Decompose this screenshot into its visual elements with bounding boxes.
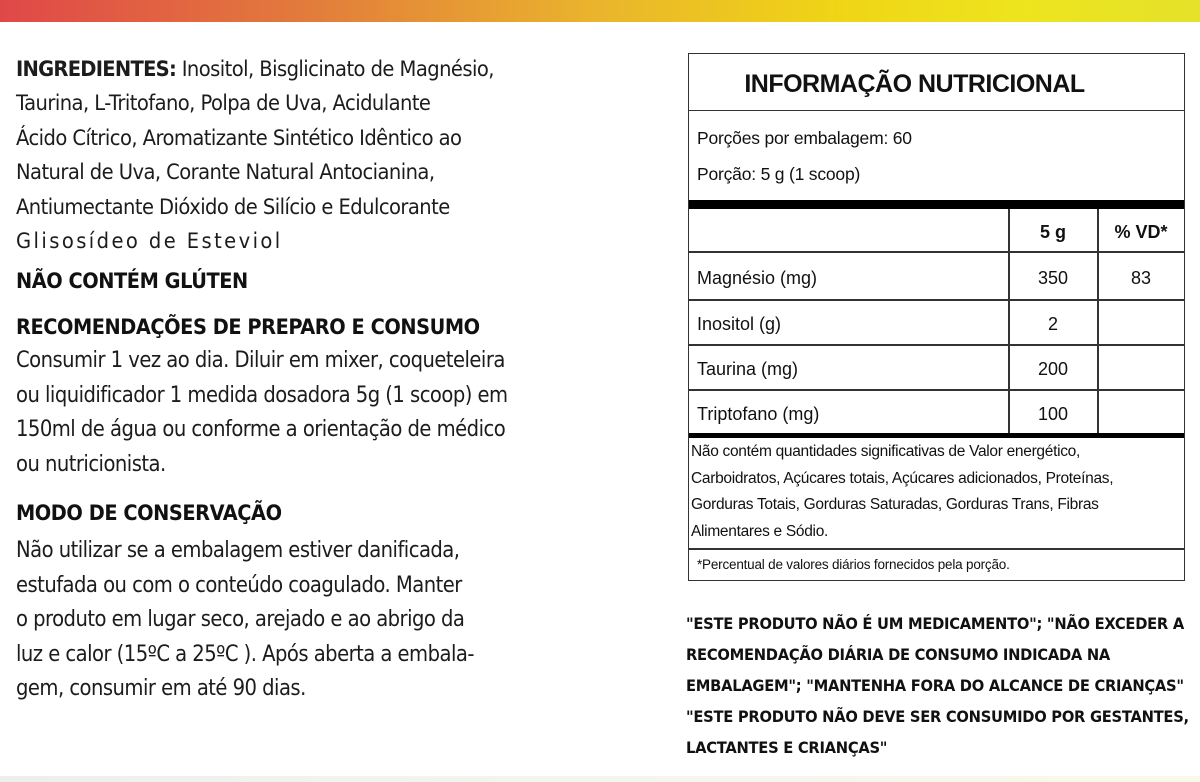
warning-line: "ESTE PRODUTO NÃO É UM MEDICAMENTO"; "NÃO EXCEDER A [686, 614, 1184, 633]
ingredients-block [16, 52, 607, 258]
nutrient-name: Inositol (g) [697, 314, 782, 334]
ingredients-line [16, 52, 607, 86]
warning-line: RECOMENDAÇÃO DIÁRIA DE CONSUMO INDICADA NA [686, 645, 1111, 664]
nutrient-amount: 200 [1037, 359, 1069, 379]
gluten-free-heading: NÃO CONTÉM GLÚTEN [16, 269, 248, 294]
nutrient-amount: 100 [1037, 404, 1069, 424]
preparation-line: 150ml de água ou conforme a orientação de médico [16, 417, 506, 442]
nutrient-name: Taurina (mg) [697, 359, 799, 379]
note-line: Alimentares e Sódio. [691, 522, 829, 540]
nutrient-name: Magnésio (mg) [697, 268, 818, 288]
ingredients-line: Antiumectante Dióxido de Silício e Edulcorante [16, 194, 450, 219]
nutrient-amount: 2 [1047, 314, 1058, 334]
storage-line: o produto em lugar seco, arejado e ao abrigo da [16, 607, 465, 632]
serving-info [697, 120, 912, 192]
ingredients-line: Natural de Uva, Corante Natural Antocianina, [16, 160, 435, 185]
serving-size: Porção: 5 g (1 scoop) [697, 164, 861, 184]
ingredients-label: INGREDIENTES: [16, 57, 177, 81]
warning-block [686, 608, 1189, 763]
label-left-column [16, 52, 608, 701]
bottom-edge [0, 776, 1200, 782]
ingredients-line: Taurina, L-Tritofano, Polpa de Uva, Acidulante [16, 91, 431, 116]
storage-heading: MODO DE CONSERVAÇÃO [16, 501, 282, 526]
row-divider [689, 548, 1184, 550]
storage-line: gem, consumir em até 90 dias. [16, 676, 306, 701]
note-line: Carboidratos, Açúcares totais, Açúcares adicionados, Proteínas, [691, 469, 1114, 487]
preparation-line: Consumir 1 vez ao dia. Diluir em mixer, coqueteleira [16, 348, 505, 373]
ingredients-line: Ácido Cítrico, Aromatizante Sintético Idêntico ao [16, 125, 462, 150]
nutrition-facts-table [688, 53, 1185, 581]
servings-per-package: Porções por embalagem: 60 [697, 128, 912, 148]
storage-line: estufada ou com o conteúdo coagulado. Manter [16, 572, 462, 598]
nutrient-amount: 350 [1037, 268, 1069, 288]
note-line: Não contém quantidades significativas de Valor energético, [691, 443, 1080, 460]
storage-line: Não utilizar se a embalagem estiver danificada, [16, 538, 460, 563]
preparation-line: ou liquidificador 1 medida dosadora 5g (1 scoop) em [16, 382, 508, 408]
row-divider [689, 344, 1184, 346]
thick-divider [689, 200, 1184, 209]
storage-line: luz e calor (15ºC a 25ºC ). Após aberta a embala- [16, 641, 474, 667]
daily-value-footnote: *Percentual de valores diários fornecidos pela porção. [697, 557, 1010, 572]
warning-line: "ESTE PRODUTO NÃO DEVE SER CONSUMIDO POR GESTANTES, [686, 707, 1189, 726]
nutrient-daily-value: 83 [1130, 268, 1152, 288]
preparation-heading: RECOMENDAÇÕES DE PREPARO E CONSUMO [16, 315, 480, 340]
ingredients-line: Glisosídeo de Esteviol [16, 229, 283, 254]
warning-line: EMBALAGEM"; "MANTENHA FORA DO ALCANCE DE CRIANÇAS" [686, 676, 1184, 695]
nutrition-title [689, 54, 1184, 111]
nutrient-name: Triptofano (mg) [697, 404, 820, 424]
note-line: Gorduras Totais, Gorduras Saturadas, Gorduras Trans, Fibras [691, 496, 1099, 513]
header-daily-value: % VD* [1114, 222, 1168, 242]
storage-text [16, 534, 621, 707]
row-divider [689, 389, 1184, 391]
ingredients-text: Inositol, Bisglicinato de Magnésio, [181, 57, 494, 81]
header-amount: 5 g [1039, 222, 1066, 242]
thick-divider [689, 433, 1184, 438]
decorative-gradient-bar [0, 0, 1200, 22]
row-divider [689, 251, 1184, 253]
not-significant-note [691, 439, 1180, 545]
preparation-line: ou nutricionista. [16, 451, 166, 477]
warning-line: LACTANTES E CRIANÇAS" [686, 738, 888, 757]
nutrition-title-text: INFORMAÇÃO NUTRICIONAL [744, 70, 1085, 98]
row-divider [689, 299, 1184, 301]
preparation-text [16, 344, 621, 482]
